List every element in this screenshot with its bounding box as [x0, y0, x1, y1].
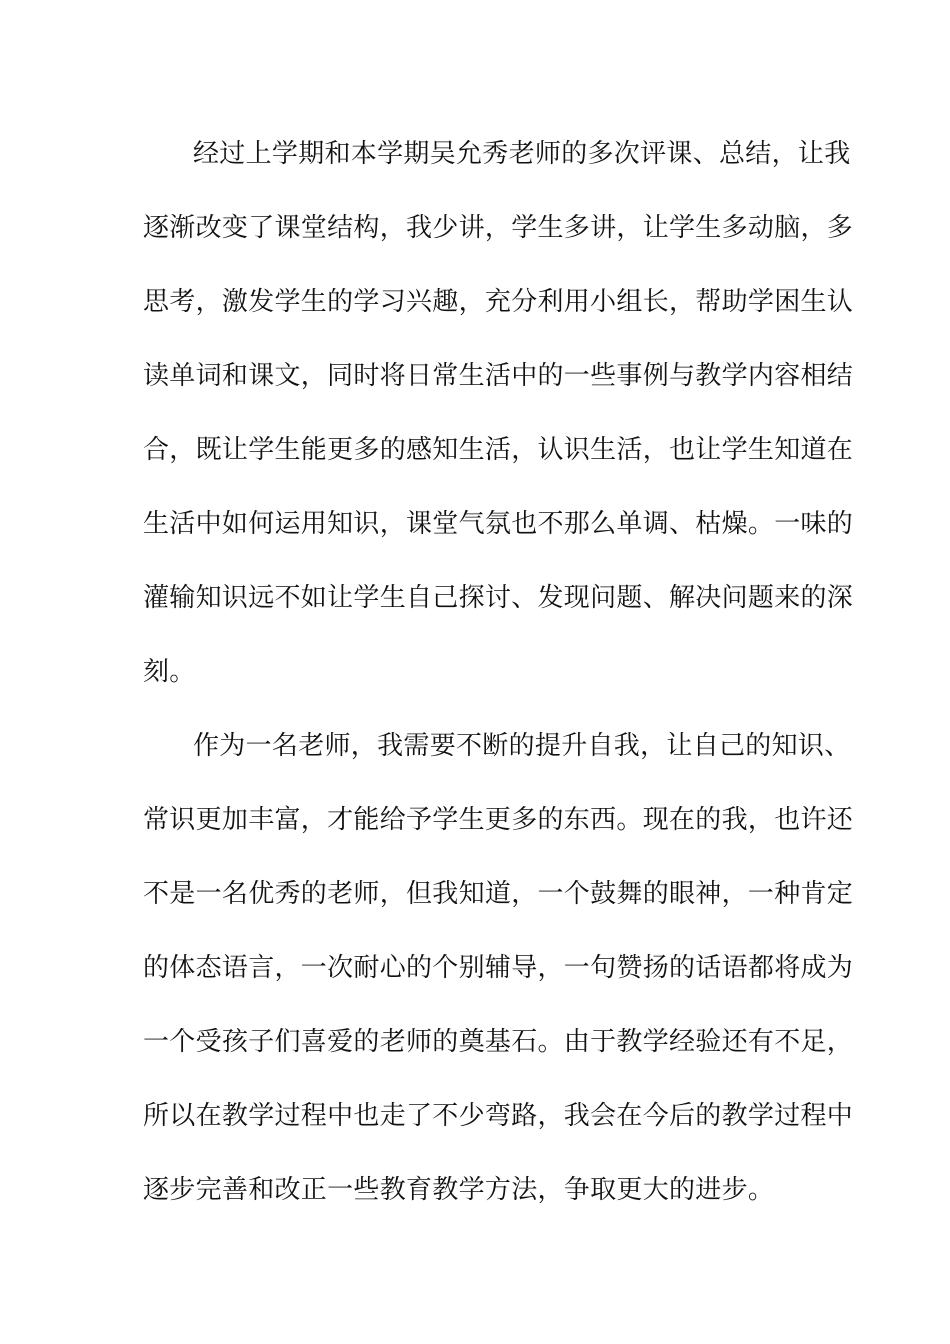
paragraph-line: 经过上学期和本学期吴允秀老师的多次评课、总结，让我	[193, 139, 851, 169]
paragraph-line: 合，既让学生能更多的感知生活，认识生活，也让学生知道在	[143, 435, 854, 465]
paragraph-line: 作为一名老师，我需要不断的提升自我，让自己的知识、	[193, 731, 851, 761]
paragraph-line: 不是一名优秀的老师，但我知道，一个鼓舞的眼神，一种肯定	[143, 879, 854, 909]
paragraph-line: 生活中如何运用知识，课堂气氛也不那么单调、枯燥。一味的	[143, 509, 854, 539]
paragraph-line: 刻。	[143, 657, 196, 687]
paragraph-line: 一个受孩子们喜爱的老师的奠基石。由于教学经验还有不足，	[143, 1027, 854, 1057]
paragraph-line: 逐渐改变了课堂结构，我少讲，学生多讲，让学生多动脑，多	[143, 213, 854, 243]
paragraph-line: 灌输知识远不如让学生自己探讨、发现问题、解决问题来的深	[143, 583, 854, 613]
document-body	[143, 128, 854, 1238]
paragraph-1	[143, 128, 854, 720]
paragraph-line: 读单词和课文，同时将日常生活中的一些事例与教学内容相结	[143, 361, 854, 391]
paragraph-line: 的体态语言，一次耐心的个别辅导，一句赞扬的话语都将成为	[143, 953, 854, 983]
paragraph-line: 逐步完善和改正一些教育教学方法，争取更大的进步。	[143, 1175, 775, 1205]
paragraph-line: 思考，激发学生的学习兴趣，充分利用小组长，帮助学困生认	[143, 287, 854, 317]
paragraph-line: 所以在教学过程中也走了不少弯路，我会在今后的教学过程中	[143, 1101, 854, 1131]
paragraph-line: 常识更加丰富，才能给予学生更多的东西。现在的我，也许还	[143, 805, 854, 835]
paragraph-2	[143, 720, 854, 1238]
